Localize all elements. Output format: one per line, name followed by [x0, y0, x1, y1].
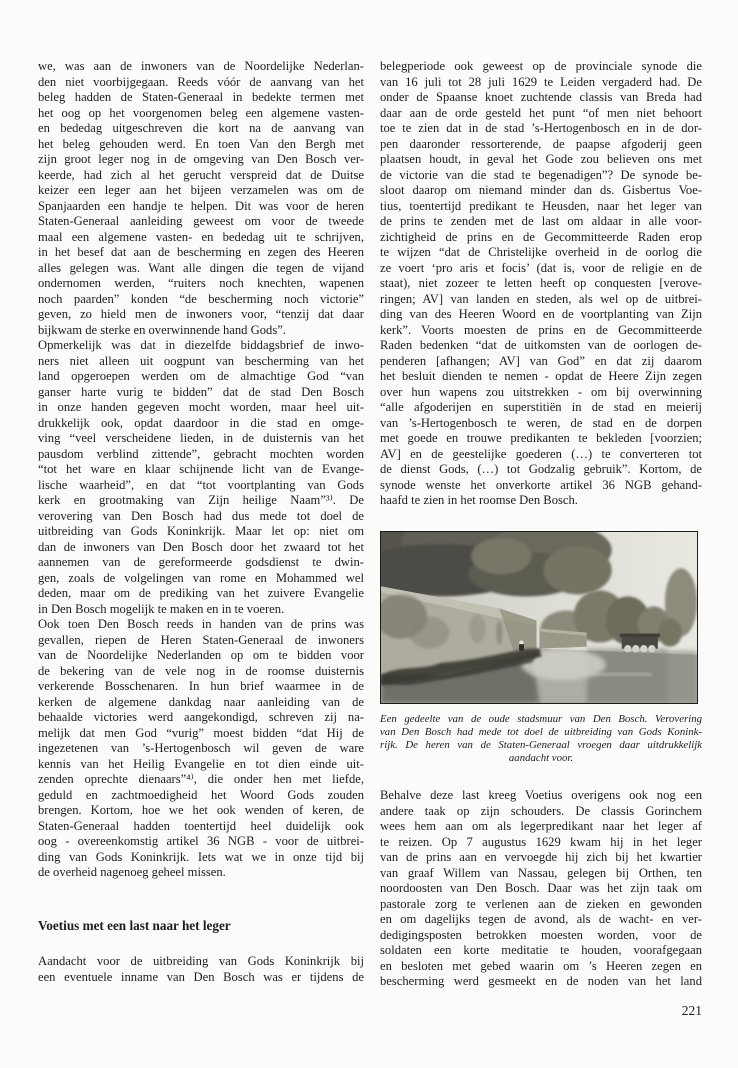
text-line: met goede en trouwe predikanten te bekleden [voorzien; — [380, 431, 702, 445]
text-line: van de prins aan en vervoegde hij zich bij het kwartier — [380, 850, 702, 865]
body-paragraph — [38, 954, 364, 985]
text-line: Aandacht voor de uitbreiding van Gods Koninkrijk bij — [38, 954, 364, 968]
text-line: Staten-Generaal aanleiding geweest om voor de tweede — [38, 214, 364, 228]
text-line: de dienst Gods, (…) tot Godzalig gebruik”. Kortom, de — [380, 462, 702, 476]
text-line: gevallen, riepen de Heren Staten-Generaal de inwoners — [38, 632, 364, 647]
body-paragraph — [380, 59, 702, 509]
text-line: daar aan de orde gesteld het punt “of men niet behoort — [380, 105, 702, 120]
text-line: dedigingsposten betrokken moesten worden, voor de — [380, 927, 702, 942]
text-line: dan de inwoners van Den Bosch door het zwaard tot het — [38, 539, 364, 554]
text-line: “alle afgoderijen en superstitiën in de stad en meierij — [380, 400, 702, 414]
text-line: en besloten met gebed waarin om ’s Heeren zegen en — [380, 958, 702, 973]
text-line: ze voert ‘pro aris et focis’ (dat is, voor de religie en de — [380, 260, 702, 275]
text-line: plaatsen houdt, in geval het Gode zou believen ons met — [380, 152, 702, 166]
text-line: onder de Spaanse knoet zuchtende classis van Breda had — [380, 90, 702, 104]
text-line: de overheid nagenoeg geheel missen. — [38, 865, 226, 879]
text-line: Staten-Generaal hadden toentertijd heel duidelijk ook — [38, 818, 364, 833]
text-line: penderen [afhangen; AV] van God” en dat zij daarom — [380, 353, 702, 368]
text-line: in het besef dat aan de bescherming en zegen des Heeren — [38, 245, 364, 259]
text-line: de victorie van die stad te begenadigen”? De synode be- — [380, 167, 702, 182]
text-line: zenden oprechte dienaars”⁴⁾, die onder hen met liefde, — [38, 772, 364, 786]
text-line: belegperiode ook geweest op de provinciale synode die — [380, 59, 702, 73]
text-line: toe te zien dat in de stad ’s-Hertogenbosch en in de dor- — [380, 121, 702, 135]
text-line: kerk”. Voorts moesten de prins en de Gecommitteerde — [380, 322, 702, 337]
text-line: lische waarheid”, en dat “tot voortplanting van Gods — [38, 477, 364, 492]
text-line: aannemen van de gereformeerde godsdienst te dwin- — [38, 555, 364, 569]
text-line: het beleg gehouden werd. En toen Van den Bergh met — [38, 136, 364, 151]
text-line: haafd te zien in het roomse Den Bosch. — [380, 493, 578, 507]
text-line: te wijzen “dat de Christelijke overheid in de oorlog die — [380, 245, 702, 259]
text-line: maal een algemene vasten- en bededag uit te schrijven, — [38, 229, 364, 244]
text-line: kerken de algemene dankdag naar aanleiding van de — [38, 694, 364, 709]
text-line: synode wenste het onverkorte artikel 36 NGB gehand- — [380, 477, 702, 492]
text-line: zichtigheid de prins en de Gecommitteerde Raden erop — [380, 229, 702, 244]
text-line: bescherming werd gesmeekt en de noden van het land — [380, 974, 702, 989]
body-paragraph — [380, 788, 702, 990]
text-line: verkerende Bosschenaren. In hun brief waarmee in de — [38, 679, 364, 693]
text-line: deden, maar om de prediking van het zuivere Evangelie — [38, 586, 364, 600]
text-line: een eventuele inname van Den Bosch was er tijdens de — [38, 969, 364, 984]
text-line: brengen. Kortom, hoe we het ook wenden of keren, de — [38, 803, 364, 817]
left-column-body — [38, 59, 364, 881]
text-line: staat), niet zozeer te letten heeft op conquesten [verove- — [380, 276, 702, 290]
text-line: van ’s-Hertogenbosch te weren, de stad en de dorpen — [380, 415, 702, 430]
left-column-tail — [38, 954, 364, 985]
text-line: van de Noordelijke Nederlanden op om te bidden voor — [38, 648, 364, 662]
text-line: behaalde victories werd aangekondigd, schreven zij na- — [38, 710, 364, 724]
text-line: over hun wapens zou uitstrekken - om bij overwinning — [380, 384, 702, 399]
text-line: we, was aan de inwoners van de Noordelijke Nederlan- — [38, 59, 364, 73]
text-line: ners niet alleen uit oogpunt van bescherming van het — [38, 353, 364, 368]
text-line: keizer een leger aan het bijeen verzamelen was om de — [38, 183, 364, 197]
text-line: in onze handen gegeven mocht worden, maar heel uit- — [38, 400, 364, 414]
text-line: zijn groot leger nog in de omgeving van Den Bosch ver- — [38, 152, 364, 166]
text-line: Behalve deze last kreeg Voetius overigens ook nog een — [380, 788, 702, 803]
text-line: van graaf Willem van Nassau, gelegen bij Orthen, ten — [380, 865, 702, 880]
text-line: de bekering van de vele nog in de roomse duisternis — [38, 663, 364, 678]
text-line: oog - overeenkomstig artikel 36 NGB - voor de uitbrei- — [38, 834, 364, 848]
right-column-bottom — [380, 788, 702, 990]
left-column — [38, 59, 364, 985]
text-line: noch paarden” konden “de bescherming noch victorie” — [38, 291, 364, 306]
text-line: Opmerkelijk was dat in diezelfde biddagsbrief de inwo- — [38, 338, 364, 352]
text-line: van 16 juli tot 28 juli 1629 te Leiden vergaderd had. De — [380, 74, 702, 89]
body-paragraph — [380, 713, 702, 753]
text-line: het oog op het voorgenomen beleg een algemene vasten- — [38, 105, 364, 120]
text-line: verovering van Den Bosch had dus mede tot doel de — [38, 508, 364, 523]
text-line: beleg hadden de Staten-Generaal in bedekte termen met — [38, 90, 364, 104]
text-line: ganser harte vurig te bidden” dat de stad Den Bosch — [38, 384, 364, 399]
text-line: te reizen. Op 7 augustus 1629 kwam hij in het leger — [380, 834, 702, 849]
text-line: pen daaronder ressorterende, de paapse afgoderij geen — [380, 136, 702, 151]
text-line: AV] en de geestelijke goederen (…) te converteren tot — [380, 446, 702, 461]
section-heading: Voetius met een last naar het leger — [38, 917, 231, 933]
text-line: pausdom verblind zittende”, gebracht mochten worden — [38, 446, 364, 461]
text-line: Spanjaarden een handje te helpen. Dit was voor de heren — [38, 198, 364, 213]
text-line: tius, toentertijd predikant te Heusden, naar het leger van — [380, 198, 702, 213]
text-line: het besluit dienden te nemen - opdat de Heere Zijn zegen — [380, 369, 702, 383]
photo-caption — [380, 713, 702, 753]
right-column — [380, 59, 702, 990]
city-wall-photo-image — [381, 532, 697, 703]
text-line: kennis van het Heilig Evangelie en tot dien einde uit- — [38, 756, 364, 771]
text-line: in Den Bosch mogelijk te maken en in te voeren. — [38, 601, 285, 616]
text-line: ringen; AV] van landen en steden, als wel op de uitbrei- — [380, 291, 702, 306]
text-line: land opgeroepen werden om de almachtige God “van — [38, 369, 364, 383]
text-line: noordoosten van Den Bosch. Daar was het zijn taak om — [380, 881, 702, 896]
text-line: Ook toen Den Bosch reeds in handen van de prins was — [38, 617, 364, 631]
text-line: soldaten een korte meditatie te houden, voorafgegaan — [380, 943, 702, 958]
text-line: ving “veel verscheidene lieden, in de duisternis van het — [38, 431, 364, 445]
body-paragraph — [38, 338, 364, 617]
text-line: en bededag uitgeschreven die kort na de aanvang van — [38, 121, 364, 135]
photo-figure — [380, 531, 698, 704]
page-number: 221 — [681, 1003, 702, 1018]
text-line: drukkelijk ook, opdat daardoor in die stad en omge- — [38, 415, 364, 430]
text-line: geduld en zachtmoedigheid het Woord Gods zouden — [38, 787, 364, 802]
text-line: gen, zoals de volgelingen van rome en Mohammed wel — [38, 570, 364, 585]
text-line: Raden bedenken “dat de uitkomsten van de oorlogen de- — [380, 338, 702, 352]
text-line: keerde, had zich al het gerucht verspreid dat de Duitse — [38, 167, 364, 182]
text-line: Een gedeelte van de oude stadsmuur van Den Bosch. Verovering — [380, 712, 702, 725]
right-column-top — [380, 59, 702, 509]
text-line: alles gelegen was. Want alle dingen die tegen de vijand — [38, 260, 364, 275]
text-line: kerk en grootmaking van Zijn heilige Naam”³⁾. De — [38, 493, 364, 507]
text-line: rijk. De heren van de Staten-Generaal vroegen daar uitdrukkelijk — [380, 738, 702, 751]
text-line: ondernomen werden, “ruiters noch knechten, wapenen — [38, 276, 364, 290]
text-line: ding van des Heeren Woord en de voortplanting van Zijn — [380, 307, 702, 321]
text-line: melijk dat men God “vurig” moest bidden “dat Hij de — [38, 725, 364, 740]
text-line: van Den Bosch had mede tot doel de uitbreiding van Gods Konink- — [380, 725, 702, 738]
text-line: wees hem aan om als legerpredikant naar het leger af — [380, 819, 702, 834]
text-line: geven, zo hield men de inwoners voor, “tenzij dat daar — [38, 307, 364, 321]
text-line: ingezetenen van ’s-Hertogenbosch wil geven de ware — [38, 741, 364, 755]
text-line: de prins te zenden met de last om aldaar in alle voor- — [380, 214, 702, 228]
text-line: “tot het ware en klaar schijnende licht van de Evange- — [38, 462, 364, 476]
text-line: pastorale zorg te verlenen aan de zieken en gewonden — [380, 896, 702, 911]
text-line: sloot daarop om niemand minder dan ds. Gisbertus Voe- — [380, 183, 702, 197]
text-line: den niet voorbijgegaan. Reeds vóór de aanvang van het — [38, 74, 364, 89]
text-line: bijkwam de sterke en overwinnende hand Gods”. — [38, 322, 286, 337]
body-paragraph — [38, 617, 364, 881]
text-line: andere taak op zijn schouders. De classis Gorinchem — [380, 803, 702, 818]
body-paragraph — [38, 59, 364, 338]
text-line: en om dagelijks tegen de avond, als de wacht- en ver- — [380, 912, 702, 927]
text-line: ding van Gods Koninkrijk. Iets wat we in onze tijd bij — [38, 849, 364, 864]
text-line: uitbreiding van Gods Koninkrijk. Maar let op: niet om — [38, 524, 364, 538]
photo-caption-last-line: aandacht voor. — [508, 752, 574, 765]
figure-at-wall — [519, 640, 524, 650]
